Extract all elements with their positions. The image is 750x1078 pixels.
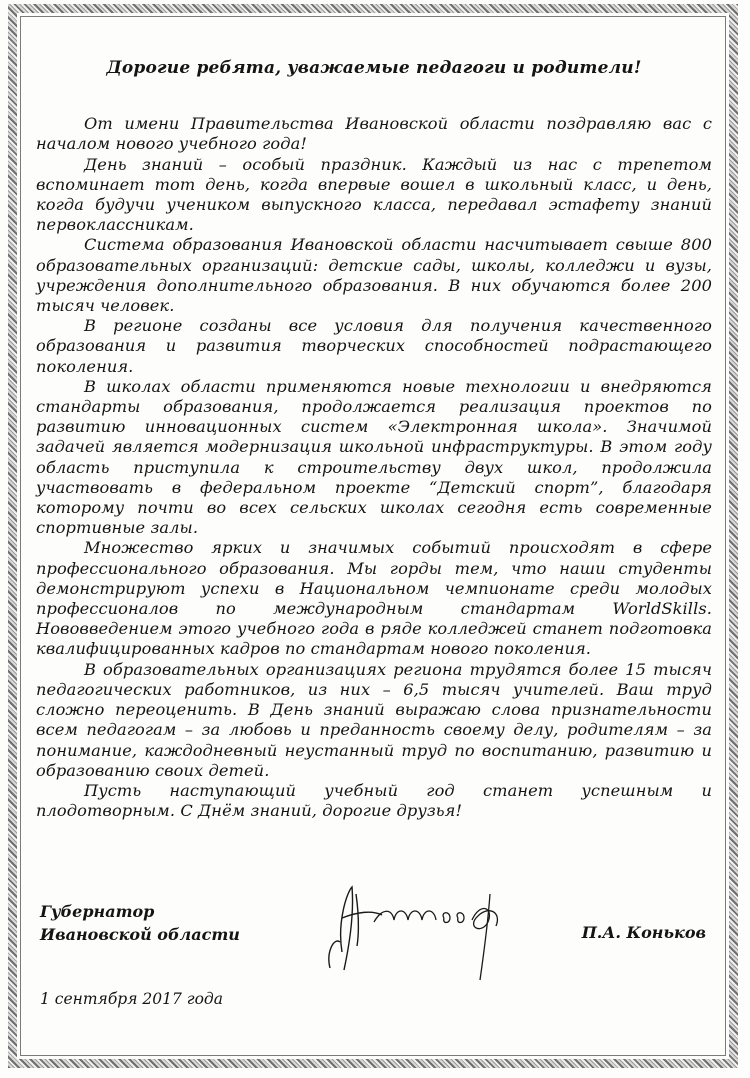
letter-title: Дорогие ребята, уважаемые педагоги и родители!	[106, 58, 642, 78]
paragraph-professional-education: Множество ярких и значимых событий происходят в сфере профессионального образования. Мы горды тем, что наши студенты демонстрируют успехи в Национальном чемпионате среди молодых профессионалов по международным стандартам WorldSkills. Нововведением этого учебного года в ряде колледжей станет подготовка квалифицированных кадров по стандартам нового поколения.	[36, 538, 712, 659]
paragraph-conditions: В регионе созданы все условия для получения качественного образования и развития творческих способностей подрастающего поколения.	[36, 316, 712, 376]
position-title: Губернатор	[40, 902, 155, 921]
paragraph-greeting: От имени Правительства Ивановской области поздравляю вас с началом нового учебного года!	[36, 114, 712, 154]
signer-name: П.А. Коньков	[581, 923, 706, 942]
signature-block	[36, 900, 712, 1020]
paragraph-wishes: Пусть наступающий учебный год станет успешным и плодотворным. С Днём знаний, дорогие друзья!	[36, 780, 712, 821]
signer-position	[40, 900, 240, 946]
paragraph-knowledge-day: День знаний – особый праздник. Каждый из нас с трепетом вспоминает тот день, когда впервые вошел в школьный класс, и день, когда будучи учеником выпускного класса, передавал эстафету знаний первоклассникам.	[36, 154, 712, 235]
paragraph-technologies: В школах области применяются новые технологии и внедряются стандарты образования, продолжается реализация проектов по развитию инновационных систем «Электронная школа». Значимой задачей является модернизация школьной инфраструктуры. В этом году область приступила к строительству двух школ, продолжила участвовать в федеральном проекте “Детский спорт”, благодаря которому почти во всех сельских школах сегодня есть современные спортивные залы.	[36, 376, 712, 538]
letter-body	[36, 58, 712, 821]
paragraph-education-system: Система образования Ивановской области насчитывает свыше 800 образовательных организаций: детские сады, школы, колледжи и вузы, учреждения дополнительного образования. В них обучаются более 200 тысяч человек.	[36, 235, 712, 316]
handwritten-signature	[312, 882, 542, 982]
letter-date: 1 сентября 2017 года	[40, 990, 223, 1008]
position-region: Ивановской области	[40, 925, 240, 944]
paragraph-teachers: В образовательных организациях региона трудятся более 15 тысяч педагогических работников, из них – 6,5 тысяч учителей. Ваш труд сложно переоценить. В День знаний выражаю слова признательности всем педагогам – за любовь и преданность своему делу, родителям – за понимание, каждодневный неустанный труд по воспитанию, развитию и образованию своих детей.	[36, 659, 712, 780]
